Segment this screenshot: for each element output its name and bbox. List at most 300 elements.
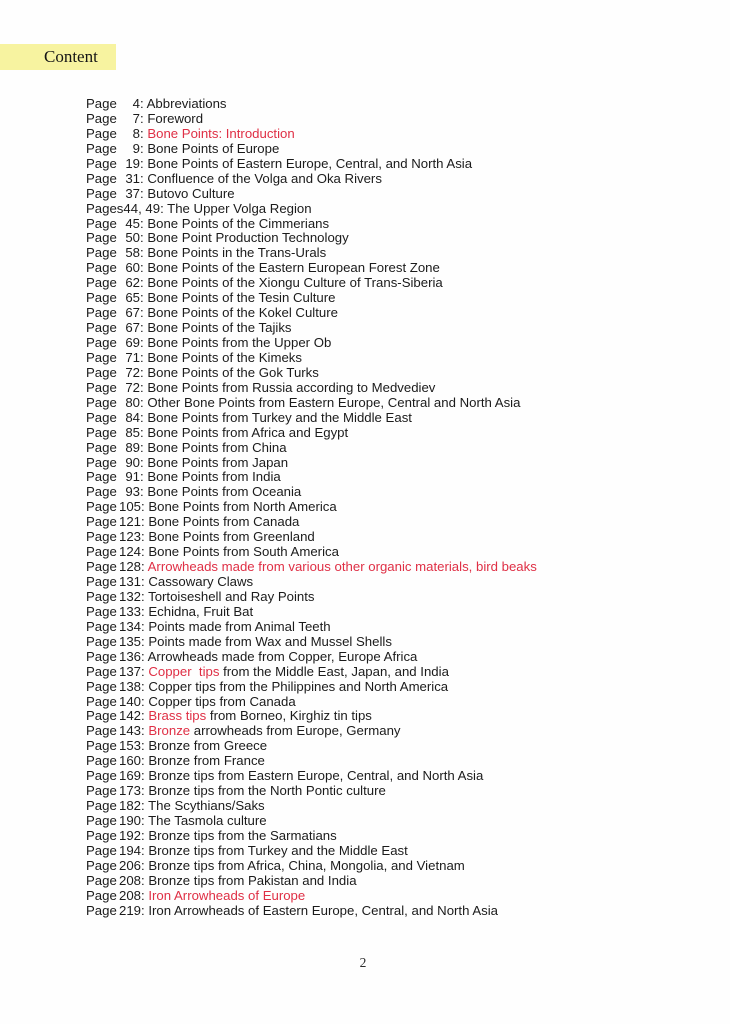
toc-entry-prefix: Page (86, 260, 117, 276)
toc-entry-separator: : (140, 185, 148, 201)
toc-entry-separator: : (140, 170, 148, 186)
toc-entry-title-text: Points made from Wax and Mussel Shells (148, 633, 392, 649)
toc-entry-prefix: Page (86, 245, 117, 261)
toc-entry (86, 396, 537, 411)
page-number: 2 (359, 955, 367, 970)
toc-entry-title (167, 201, 311, 216)
toc-entry-separator: : (140, 379, 148, 395)
toc-entry-separator: : (140, 275, 148, 291)
toc-entry-page-number: 89 (125, 439, 140, 455)
toc-entry-page-number: 45 (125, 215, 140, 231)
toc-entry-prefix: Page (86, 454, 117, 470)
toc-entry-page-number: 194 (119, 842, 142, 858)
toc-entry (86, 530, 537, 545)
toc-entry-page-number: 37 (125, 185, 140, 201)
toc-entry-title (147, 171, 382, 186)
toc-entry-title (147, 350, 302, 365)
toc-entry-prefix: Page (86, 857, 117, 873)
toc-entry-page-number: 19 (125, 155, 140, 171)
toc-entry-title-highlighted-text: Iron Arrowheads of Europe (148, 887, 306, 903)
toc-entry-prefix: Page (86, 514, 117, 530)
toc-entry-prefix: Page (86, 603, 117, 619)
toc-entry-title (147, 230, 348, 245)
toc-entry (86, 127, 537, 142)
toc-entry-title (148, 858, 464, 873)
toc-entry-separator: : (141, 603, 149, 619)
toc-entry (86, 485, 537, 500)
toc-entry-prefix: Page (86, 155, 117, 171)
toc-entry-separator: : (141, 663, 149, 679)
toc-entry (86, 889, 537, 904)
toc-entry-title (148, 634, 392, 649)
toc-entry-title-text: Iron Arrowheads of Eastern Europe, Central, and North Asia (148, 902, 499, 918)
toc-entry-title-text: Points made from Animal Teeth (148, 618, 331, 634)
toc-entry-page-number: 132 (119, 588, 142, 604)
toc-entry-separator: : (141, 544, 149, 560)
toc-entry-separator: : (140, 215, 148, 231)
toc-entry-title-text: Bone Points of Europe (147, 140, 280, 156)
toc-entry-title-text: Bone Points from Greenland (148, 529, 315, 545)
toc-entry-page-number: 128 (119, 559, 142, 575)
toc-entry (86, 635, 537, 650)
toc-entry-page-number: 192 (119, 827, 142, 843)
toc-entry-prefix: Page (86, 588, 117, 604)
toc-entry-title-text: Confluence of the Volga and Oka Rivers (147, 170, 382, 186)
toc-entry-prefix: Page (86, 394, 117, 410)
toc-entry (86, 545, 537, 560)
toc-entry (86, 575, 537, 590)
toc-entry-title-text: Bone Points of the Kokel Culture (147, 305, 338, 321)
toc-entry (86, 366, 537, 381)
toc-entry (86, 709, 537, 724)
toc-entry-separator: : (140, 96, 147, 111)
toc-entry-separator: : (140, 140, 148, 156)
toc-entry (86, 306, 537, 321)
toc-entry-page-number: 131 (119, 574, 142, 589)
toc-entry (86, 217, 537, 232)
toc-entry (86, 336, 537, 351)
toc-entry-page-number: 50 (125, 230, 140, 246)
toc-entry-separator: : (140, 394, 148, 410)
toc-entry-page-number: 91 (125, 469, 140, 485)
toc-entry-prefix: Page (86, 798, 117, 814)
toc-entry-title-text: Bone Points from China (147, 439, 287, 455)
toc-entry-title-text: Bone Points of the Kimeks (147, 349, 302, 365)
toc-entry-title-text: Bronze from Greece (148, 738, 268, 754)
toc-entry-separator: : (141, 633, 149, 649)
toc-entry-prefix: Page (86, 678, 117, 694)
toc-entry-title (147, 440, 286, 455)
toc-entry-separator: : (140, 335, 148, 350)
toc-entry-page-number: 9 (132, 140, 140, 156)
toc-entry-title (148, 679, 448, 694)
toc-entry-prefix: Page (86, 544, 117, 560)
toc-entry-title (148, 559, 537, 574)
toc-entry (86, 560, 537, 575)
toc-entry-title-text: Bone Points from Canada (148, 514, 300, 530)
toc-entry-page-number: 72 (125, 364, 140, 380)
toc-entry-separator: : (140, 305, 148, 321)
toc-entry-title (147, 156, 472, 171)
toc-entry-title-text: Bone Points of the Cimmerians (147, 215, 330, 231)
toc-entry-title-text: Bronze tips from Africa, China, Mongolia, and Vietnam (148, 857, 465, 873)
toc-entry-separator: : (141, 618, 149, 634)
toc-entry (86, 172, 537, 187)
toc-entry (86, 500, 537, 515)
toc-entry (86, 680, 537, 695)
toc-entry-title (148, 529, 314, 544)
toc-entry-page-number: 133 (119, 603, 142, 619)
toc-entry-title-highlighted-text: Copper tips (148, 663, 220, 679)
toc-entry-title (147, 469, 280, 484)
toc-entry (86, 724, 537, 739)
toc-entry (86, 754, 537, 769)
toc-entry-title-text: The Tasmola culture (148, 813, 267, 828)
toc-entry-separator: : (141, 588, 149, 604)
toc-entry-separator: : (141, 887, 149, 903)
toc-entry-page-number: 208 (119, 872, 142, 888)
toc-entry-prefix: Page (86, 738, 117, 754)
toc-entry-prefix: Page (86, 768, 117, 784)
toc-entry-page-number: 169 (119, 768, 142, 784)
toc-entry-prefix: Page (86, 827, 117, 843)
toc-entry-page-number: 84 (125, 409, 140, 425)
toc-entry-prefix: Page (86, 110, 117, 126)
toc-entry-page-number: 190 (119, 813, 142, 828)
toc-entry-page-number: 135 (119, 633, 142, 649)
toc-entry-page-number: 121 (119, 514, 142, 530)
toc-entry-separator: : (141, 708, 149, 724)
toc-entry-title (147, 111, 203, 126)
toc-entry-prefix: Page (86, 663, 117, 679)
toc-entry-prefix: Page (86, 305, 117, 321)
toc-entry-page-number: 71 (125, 349, 140, 365)
toc-entry-prefix: Page (86, 902, 117, 918)
toc-entry-page-number: 142 (119, 708, 142, 724)
toc-entry-separator: : (141, 693, 149, 709)
toc-entry-page-number: 124 (119, 544, 142, 560)
toc-entry-page-number: 65 (125, 290, 140, 306)
toc-entry-separator: : (141, 768, 149, 784)
toc-entry (86, 665, 537, 680)
toc-entry (86, 590, 537, 605)
toc-entry-title-text: Abbreviations (146, 96, 227, 111)
toc-entry-separator: : (141, 648, 148, 664)
toc-entry-page-number: 136 (119, 648, 142, 664)
toc-entry-title-text: Bone Points of the Xiongu Culture of Trans-Siberia (147, 275, 443, 291)
toc-entry (86, 321, 537, 336)
toc-entry-title-text: Copper tips from the Philippines and North America (148, 678, 449, 694)
toc-entry (86, 769, 537, 784)
toc-entry-separator: : (141, 827, 149, 843)
toc-entry-prefix: Page (86, 349, 117, 365)
toc-entry-title (147, 216, 329, 231)
toc-entry (86, 426, 537, 441)
toc-entry-separator: : (141, 529, 149, 545)
toc-entry-title-text: Bone Points of the Gok Turks (147, 364, 319, 380)
toc-entry-title (148, 708, 372, 723)
toc-entry-title-text: Bone Points from the Upper Ob (147, 335, 332, 350)
toc-entry-prefix: Page (86, 185, 117, 201)
toc-entry-prefix: Page (86, 499, 117, 515)
toc-entry-page-number: 134 (119, 618, 142, 634)
toc-entry-prefix: Page (86, 723, 117, 739)
toc-entry (86, 246, 537, 261)
toc-entry-prefix: Pages (86, 200, 124, 216)
toc-entry-page-number: 160 (119, 753, 142, 769)
toc-entry-page-number: 90 (125, 454, 140, 470)
toc-entry-separator: : (140, 424, 148, 440)
toc-entry-title-text: Bone Points from Russia according to Medvediev (147, 379, 436, 395)
toc-entry (86, 112, 537, 127)
toc-entry-separator: : (140, 454, 148, 470)
toc-entry-prefix: Page (86, 170, 117, 186)
toc-entry-separator: : (140, 230, 148, 246)
toc-entry-title-text: Bone Points in the Trans-Urals (147, 245, 327, 261)
toc-entry (86, 202, 537, 217)
toc-entry-page-number: 8 (132, 125, 140, 141)
toc-entry-separator: : (141, 514, 149, 530)
toc-entry-title-text: Bronze tips from Turkey and the Middle East (148, 842, 408, 858)
toc-entry-page-number: 67 (125, 305, 140, 321)
toc-entry (86, 142, 537, 157)
content-header-highlight (0, 44, 116, 70)
toc-entry-title-text: Bone Points of the Tajiks (147, 320, 292, 336)
toc-entry-prefix: Page (86, 275, 117, 291)
toc-entry-page-number: 62 (125, 275, 140, 291)
table-of-contents (86, 97, 537, 919)
toc-entry (86, 739, 537, 754)
toc-entry-prefix: Page (86, 783, 117, 799)
toc-entry-prefix: Page (86, 424, 117, 440)
toc-entry-page-number: 182 (119, 798, 142, 814)
toc-entry-title-text: Cassowary Claws (148, 574, 254, 589)
toc-entry-separator: : (141, 872, 149, 888)
toc-entry-title (147, 260, 440, 275)
toc-entry-separator: : (140, 364, 148, 380)
toc-entry-title-text: Foreword (147, 110, 204, 126)
toc-entry-separator: : (141, 842, 149, 858)
toc-entry-title (148, 544, 339, 559)
toc-entry-separator: : (140, 409, 148, 425)
toc-entry-page-number: 93 (125, 484, 140, 500)
toc-entry-title (147, 245, 326, 260)
toc-entry-separator: : (141, 857, 149, 873)
toc-entry-separator: : (141, 678, 149, 694)
toc-entry-page-number: 137 (119, 663, 142, 679)
toc-entry-title-text: Bone Points from Turkey and the Middle East (147, 409, 412, 425)
toc-entry (86, 291, 537, 306)
toc-entry-title-highlighted-text: Arrowheads made from various other organic materials, bird beaks (147, 559, 537, 575)
toc-entry-separator: : (140, 469, 148, 485)
toc-entry-page-number: 69 (125, 335, 140, 350)
toc-entry-title (148, 604, 253, 619)
toc-entry-page-number: 153 (119, 738, 142, 754)
toc-entry (86, 799, 537, 814)
toc-entry-prefix: Page (86, 379, 117, 395)
toc-entry-separator: : (160, 200, 168, 216)
toc-entry-title (147, 425, 348, 440)
toc-entry (86, 231, 537, 246)
toc-entry-page-number: 58 (125, 245, 140, 261)
toc-entry-page-number: 173 (119, 783, 142, 799)
toc-entry-title (148, 828, 336, 843)
toc-entry-page-number: 123 (119, 529, 142, 545)
toc-entry-page-number: 7 (132, 110, 140, 126)
toc-entry-title (147, 141, 279, 156)
toc-entry-prefix: Page (86, 484, 117, 500)
toc-entry-page-number: 105 (119, 499, 142, 515)
toc-entry-page-number: 67 (125, 320, 140, 336)
toc-entry-title-text: Bronze tips from Eastern Europe, Central, and North Asia (148, 768, 484, 784)
toc-entry-prefix: Page (86, 887, 117, 903)
toc-entry-separator: : (141, 574, 149, 589)
toc-entry-prefix: Page (86, 842, 117, 858)
toc-entry-separator: : (140, 349, 148, 365)
toc-entry-separator: : (141, 738, 149, 754)
toc-entry-separator: : (141, 783, 149, 799)
toc-entry-title-text: Bronze tips from the Sarmatians (148, 827, 337, 843)
toc-entry (86, 276, 537, 291)
toc-entry-title-text: The Upper Volga Region (167, 200, 312, 216)
toc-entry-prefix: Page (86, 125, 117, 141)
toc-entry (86, 157, 537, 172)
toc-entry (86, 695, 537, 710)
toc-entry-separator: : (140, 320, 148, 336)
toc-entry-title-text: Bone Points from Africa and Egypt (147, 424, 349, 440)
toc-entry (86, 620, 537, 635)
toc-entry-title (147, 186, 234, 201)
toc-entry-title (148, 514, 299, 529)
toc-entry-title (147, 305, 338, 320)
toc-entry-title-text: Bronze tips from the North Pontic culture (148, 783, 386, 799)
toc-entry-page-number: 85 (125, 424, 140, 440)
toc-entry-prefix: Page (86, 335, 117, 350)
toc-entry-title-highlighted-text: Bronze (148, 723, 191, 739)
toc-entry-title-text: Bone Point Production Technology (147, 230, 349, 246)
toc-entry (86, 650, 537, 665)
toc-entry-title-text: Echidna, Fruit Bat (148, 603, 254, 619)
toc-entry (86, 351, 537, 366)
toc-entry-title (147, 365, 319, 380)
toc-entry-separator: : (141, 559, 148, 575)
toc-entry-page-number: 72 (125, 379, 140, 395)
toc-entry-page-number: 140 (119, 693, 142, 709)
toc-entry-title-text: The Scythians/Saks (148, 798, 265, 814)
toc-entry-title (148, 843, 407, 858)
toc-entry-title-text: Bone Points from India (147, 469, 281, 485)
toc-entry-title (148, 499, 336, 514)
toc-entry-page-number: 80 (125, 394, 140, 410)
toc-entry-title-text: Bone Points from North America (148, 499, 337, 515)
page-title: Content (44, 47, 98, 66)
toc-entry-title (148, 664, 449, 679)
toc-entry-title-text: Bone Points from South America (148, 544, 339, 560)
toc-entry-prefix: Page (86, 813, 117, 828)
toc-entry-prefix: Page (86, 648, 117, 664)
toc-entry-separator: : (141, 798, 149, 814)
toc-entry (86, 844, 537, 859)
toc-entry-separator: : (140, 290, 148, 306)
toc-entry-title-highlighted-text: Bone Points: Introduction (147, 125, 295, 141)
toc-entry (86, 784, 537, 799)
toc-entry-title (147, 484, 301, 499)
toc-entry-separator: : (141, 753, 149, 769)
toc-entry (86, 829, 537, 844)
toc-entry-prefix: Page (86, 872, 117, 888)
toc-entry-prefix: Page (86, 529, 117, 545)
toc-entry (86, 904, 537, 919)
toc-entry-title-text: Bone Points from Japan (147, 454, 289, 470)
toc-entry-title (147, 410, 412, 425)
toc-entry (86, 515, 537, 530)
toc-entry-title (148, 783, 385, 798)
toc-entry-prefix: Page (86, 439, 117, 455)
toc-entry-separator: : (140, 110, 148, 126)
toc-entry-title (148, 694, 295, 709)
toc-entry-title (148, 574, 253, 589)
toc-entry-page-number: 143 (119, 723, 142, 739)
toc-entry-prefix: Page (86, 215, 117, 231)
toc-entry-page-number: 206 (119, 857, 142, 873)
toc-entry-separator: : (140, 484, 148, 500)
toc-entry-prefix: Page (86, 559, 117, 575)
toc-entry-title-text: arrowheads from Europe, Germany (190, 723, 401, 739)
toc-entry-title-text: Bone Points of the Eastern European Forest Zone (147, 260, 440, 276)
toc-entry-title-highlighted-text: Brass tips (148, 708, 207, 724)
toc-entry-prefix: Page (86, 409, 117, 425)
toc-entry-title (148, 738, 267, 753)
toc-entry-prefix: Page (86, 693, 117, 709)
toc-entry-prefix: Page (86, 290, 117, 306)
toc-entry (86, 381, 537, 396)
toc-entry-title-text: Bronze tips from Pakistan and India (148, 872, 357, 888)
toc-entry-title (148, 888, 305, 903)
toc-entry-separator: : (140, 439, 148, 455)
toc-entry-title-text: from Borneo, Kirghiz tin tips (206, 708, 372, 724)
toc-entry-page-number: 219 (119, 902, 142, 918)
toc-entry (86, 187, 537, 202)
toc-entry-title (147, 395, 520, 410)
toc-entry-prefix: Page (86, 708, 117, 724)
toc-entry-page-number: 208 (119, 887, 142, 903)
toc-entry-page-number: 31 (125, 170, 140, 186)
toc-entry-prefix: Page (86, 753, 117, 769)
toc-entry-separator: : (140, 245, 148, 261)
toc-entry (86, 814, 537, 829)
toc-entry-separator: : (141, 499, 149, 515)
toc-entry-title (148, 813, 267, 828)
toc-entry-prefix: Page (86, 618, 117, 634)
toc-entry-prefix: Page (86, 364, 117, 380)
toc-entry-page-number: 60 (125, 260, 140, 276)
toc-entry-title (148, 903, 498, 918)
toc-entry-prefix: Page (86, 140, 117, 156)
toc-entry (86, 470, 537, 485)
toc-entry-page-number: 138 (119, 678, 142, 694)
toc-entry-separator: : (141, 813, 149, 828)
toc-entry (86, 859, 537, 874)
toc-entry-title (147, 96, 227, 111)
toc-entry-title (148, 798, 265, 813)
toc-entry (86, 605, 537, 620)
toc-entry-prefix: Page (86, 574, 117, 589)
toc-entry-page-number: 4 (132, 96, 140, 111)
toc-entry-title-text: Bronze from France (148, 753, 265, 769)
toc-entry-title (148, 753, 265, 768)
toc-entry-title (147, 335, 331, 350)
toc-entry (86, 441, 537, 456)
